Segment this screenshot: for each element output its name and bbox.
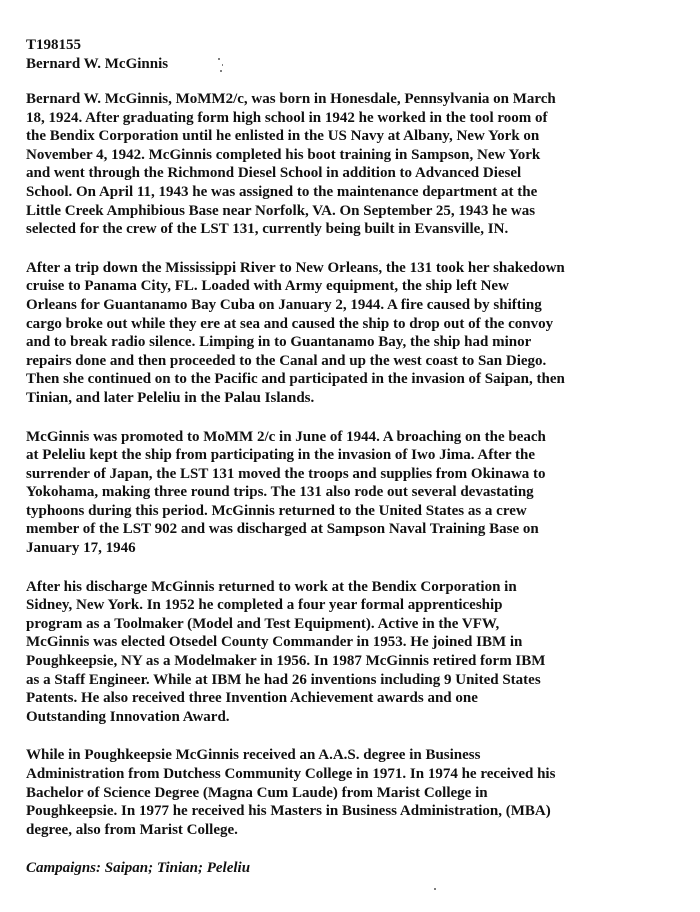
scan-speck (220, 70, 222, 72)
biography-paragraph: Bernard W. McGinnis, MoMM2/c, was born in Honesdale, Pennsylvania on March 18, 1924. After graduating form high school in 1942 he worked in the tool room of the Bendix Corporation until he enlisted in the US Navy at Albany, New York on November 4, 1942. McGinnis completed his boot training in Sampson, New York and went through the Richmond Diesel School in addition to Advanced Diesel School. On April 11, 1943 he was assigned to the maintenance department at the Little Creek Amphibious Base near Norfolk, VA. On September 25, 1943 he was selected for the crew of the LST 131, currently being built in Evansville, IN. (26, 91, 556, 238)
biography-paragraph: After his discharge McGinnis returned to work at the Bendix Corporation in Sidney, New York. In 1952 he completed a four year formal apprenticeship program as a Toolmaker (Model and Test Equipment). Active in the VFW, McGinnis was elected Otsedel County Commander in 1953. He joined IBM in Poughkeepsie, NY as a Modelmaker in 1956. In 1987 McGinnis retired form IBM as a Staff Engineer. While at IBM he had 26 inventions including 9 United States Patents. He also received three Invention Achievement awards and one Outstanding Innovation Award. (26, 578, 546, 725)
subject-name: Bernard W. McGinnis (26, 55, 169, 72)
biography-body (26, 90, 676, 878)
biography-paragraph: After a trip down the Mississippi River to New Orleans, the 131 took her shakedown cruise to Panama City, FL. Loaded with Army equipment, the ship left New Orleans for Guantanamo Bay Cuba on January 2, 1944. A fire caused by shifting cargo broke out while they ere at sea and caused the ship to drop out of the convoy and to break radio silence. Limping in to Guantanamo Bay, the ship had minor repairs done and then proceeded to the Canal and up the west coast to San Diego. Then she continued on to the Pacific and participated in the invasion of Saipan, then Tinian, and later Peleliu in the Palau Islands. (26, 259, 565, 406)
biography-paragraph: While in Poughkeepsie McGinnis received an A.A.S. degree in Business Administration from Dutchess Community College in 1971. In 1974 he received his Bachelor of Science Degree (Magna Cum Laude) from Marist College in Poughkeepsie. In 1977 he received his Masters in Business Administration, (MBA) degree, also from Marist College. (26, 747, 556, 838)
scan-speck (222, 64, 223, 66)
document-id: T198155 (26, 37, 82, 53)
biography-paragraph: McGinnis was promoted to MoMM 2/c in June of 1944. A broaching on the beach at Peleliu kept the ship from participating in the invasion of Iwo Jima. After the surrender of Japan, the LST 131 moved the troops and supplies from Okinawa to Yokohama, making three round trips. The 131 also rode out several devastating typhoons during this period. McGinnis returned to the United States as a crew member of the LST 902 and was discharged at Sampson Naval Training Base on January 17, 1946 (26, 428, 546, 557)
campaigns-line: Campaigns: Saipan; Tinian; Peleliu (26, 860, 251, 877)
document-header (26, 36, 666, 73)
scan-speck (434, 888, 436, 890)
scan-speck (218, 58, 220, 60)
